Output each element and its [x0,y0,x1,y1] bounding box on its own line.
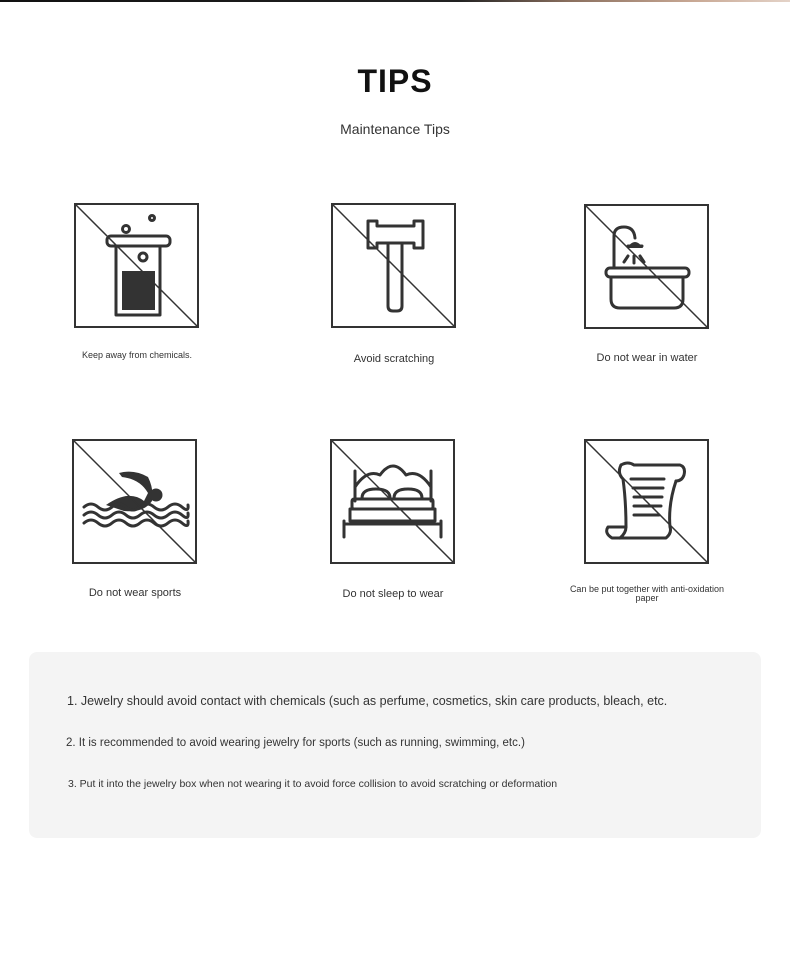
page-title: TIPS [357,63,433,99]
page-subtitle: Maintenance Tips [340,121,450,137]
hammer-icon [331,203,456,328]
swimmer-icon [72,439,197,564]
tip-label-sleep: Do not sleep to wear [342,588,444,600]
tip-label-chemicals: Keep away from chemicals. [81,350,193,360]
chemical-beaker-icon [74,203,199,328]
paper-scroll-icon [584,439,709,564]
tip-label-scratching: Avoid scratching [353,353,435,365]
maintenance-notes-panel [29,652,761,838]
tip-label-sports: Do not wear sports [88,587,182,599]
note-item-3: 3. Put it into the jewelry box when not wearing it to avoid force collision to avoid scratching or deformation [68,778,558,790]
top-accent-bar [0,0,790,2]
bathtub-icon [584,204,709,329]
tip-label-water: Do not wear in water [596,352,698,364]
note-item-2: 2. It is recommended to avoid wearing jewelry for sports (such as running, swimming, etc.) [66,737,525,749]
bed-icon [330,439,455,564]
tip-label-paper: Can be put together with anti-oxidation paper [569,584,725,604]
note-item-1: 1. Jewelry should avoid contact with chemicals (such as perfume, cosmetics, skin care products, bleach, etc. [67,694,668,708]
